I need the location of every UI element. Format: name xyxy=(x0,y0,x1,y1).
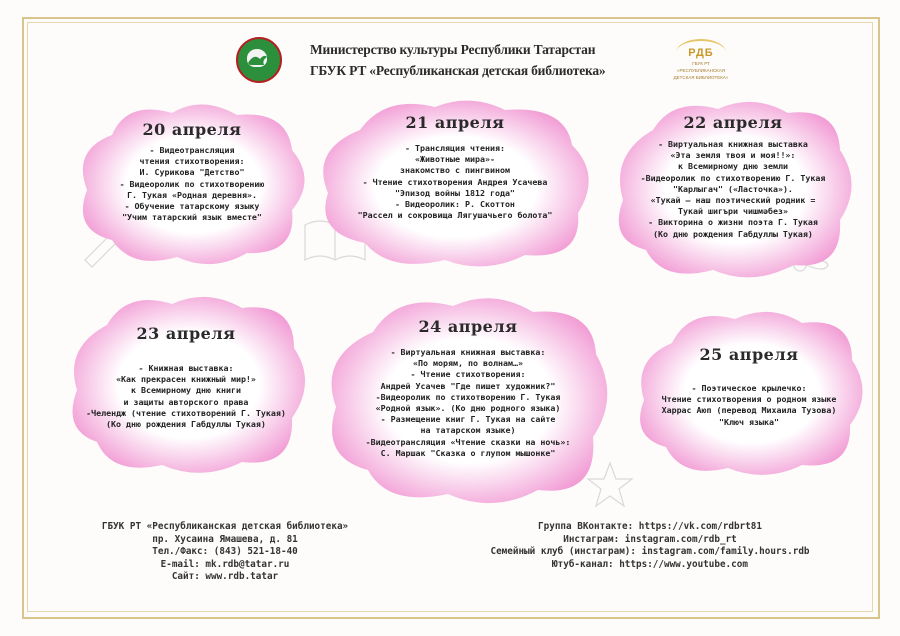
event-cloud-23 xyxy=(62,290,310,480)
event-cloud-22 xyxy=(608,95,858,285)
footer-site[interactable]: Сайт: www.rdb.tatar xyxy=(171,571,279,582)
footer-address: пр. Хусаина Ямашева, д. 81 xyxy=(152,533,298,545)
sun-rays-icon xyxy=(676,39,726,66)
event-description: - Виртуальная книжная выставка «Эта земля твоя и моя!!»: к Всемирному дню земли -Видеоролик по стихотворению Г. Тукая "Карлыгач" («Ласточка»). «Тукай – наш поэтический родник = Тукай шигъри чишмәбез» - Викторина о жизни поэта Г. Тукая (Ко дню рождения Габдуллы Тукая) xyxy=(640,139,826,239)
event-date: 24 апреля xyxy=(418,317,518,336)
event-cloud-21 xyxy=(310,95,600,270)
footer-email[interactable]: E-mail: mk.rdb@tatar.ru xyxy=(160,558,290,570)
event-cloud-25 xyxy=(630,305,868,480)
library-title: ГБУК РТ «Республиканская детская библиотека» xyxy=(310,63,606,78)
event-description: - Поэтическое крылечко: Чтение стихотворения о родном языке Харрас Аюп (перевод Михаила Тузова) "Ключ языка" xyxy=(661,383,837,427)
tatarstan-emblem-icon xyxy=(236,37,282,83)
event-date: 25 апреля xyxy=(699,345,799,364)
event-cloud-24 xyxy=(318,292,618,510)
footer-family-club[interactable]: Семейный клуб (инстаграм): instagram.com/family.hours.rdb xyxy=(490,546,810,557)
event-date: 22 апреля xyxy=(683,113,783,132)
event-date: 21 апреля xyxy=(405,113,505,132)
event-description: - Виртуальная книжная выставка: «По морям, по волнам…» - Чтение стихотворения: Андрей Усачев "Где пишет художник?" -Видеоролик по стихотворению Г. Тукая «Родной язык». (Ко дню родного языка) - Размещение книг Г. Тукая на сайте на татарском языке) -Видеотрансляция «Чтение сказки на ночь»: С. Маршак "Сказка о глупом мышонке" xyxy=(365,347,571,458)
snow-leopard-icon xyxy=(246,51,268,67)
event-description: - Книжная выставка: «Как прекрасен книжный мир!» к Всемирному дню книги и защиты авторского права -Челендж (чтение стихотворений Г. Тукая) (Ко дню рождения Габдуллы Тукая) xyxy=(86,363,286,430)
footer-phone: Тел./Факс: (843) 521-18-40 xyxy=(152,546,298,557)
event-date: 20 апреля xyxy=(142,120,242,139)
footer-instagram[interactable]: Инстаграм: instagram.com/rdb_rt xyxy=(563,533,737,545)
rdb-logo: РДБ ГБУК РТ «РЕСПУБЛИКАНСКАЯ ДЕТСКАЯ БИБЛИОТЕКА» xyxy=(666,39,736,95)
event-description: - Трансляция чтения: «Животные мира»- знакомство с пингвином - Чтение стихотворения Андрея Усачева "Эпизод войны 1812 года" - Видеоролик: Р. Скоттон "Рассел и сокровища Лягушачьего болота" xyxy=(357,143,553,221)
footer-vk[interactable]: Группа ВКонтакте: https://vk.com/rdbrt81 xyxy=(538,521,762,532)
event-date: 23 апреля xyxy=(136,324,236,343)
footer-youtube[interactable]: Ютуб-канал: https://www.youtube.com xyxy=(552,558,748,570)
event-cloud-20 xyxy=(72,95,312,270)
footer-contacts xyxy=(75,521,375,584)
event-description: - Видеотрансляция чтения стихотворения: И. Сурикова "Детство" - Видеоролик по стихотворению Г. Тукая «Родная деревня». - Обучение татарскому языку "Учим татарский язык вместе" xyxy=(119,145,265,223)
footer-social xyxy=(440,521,860,571)
ministry-title: Министерство культуры Республики Татарстан xyxy=(310,42,596,57)
footer-org: ГБУК РТ «Республиканская детская библиотека» xyxy=(101,521,349,532)
